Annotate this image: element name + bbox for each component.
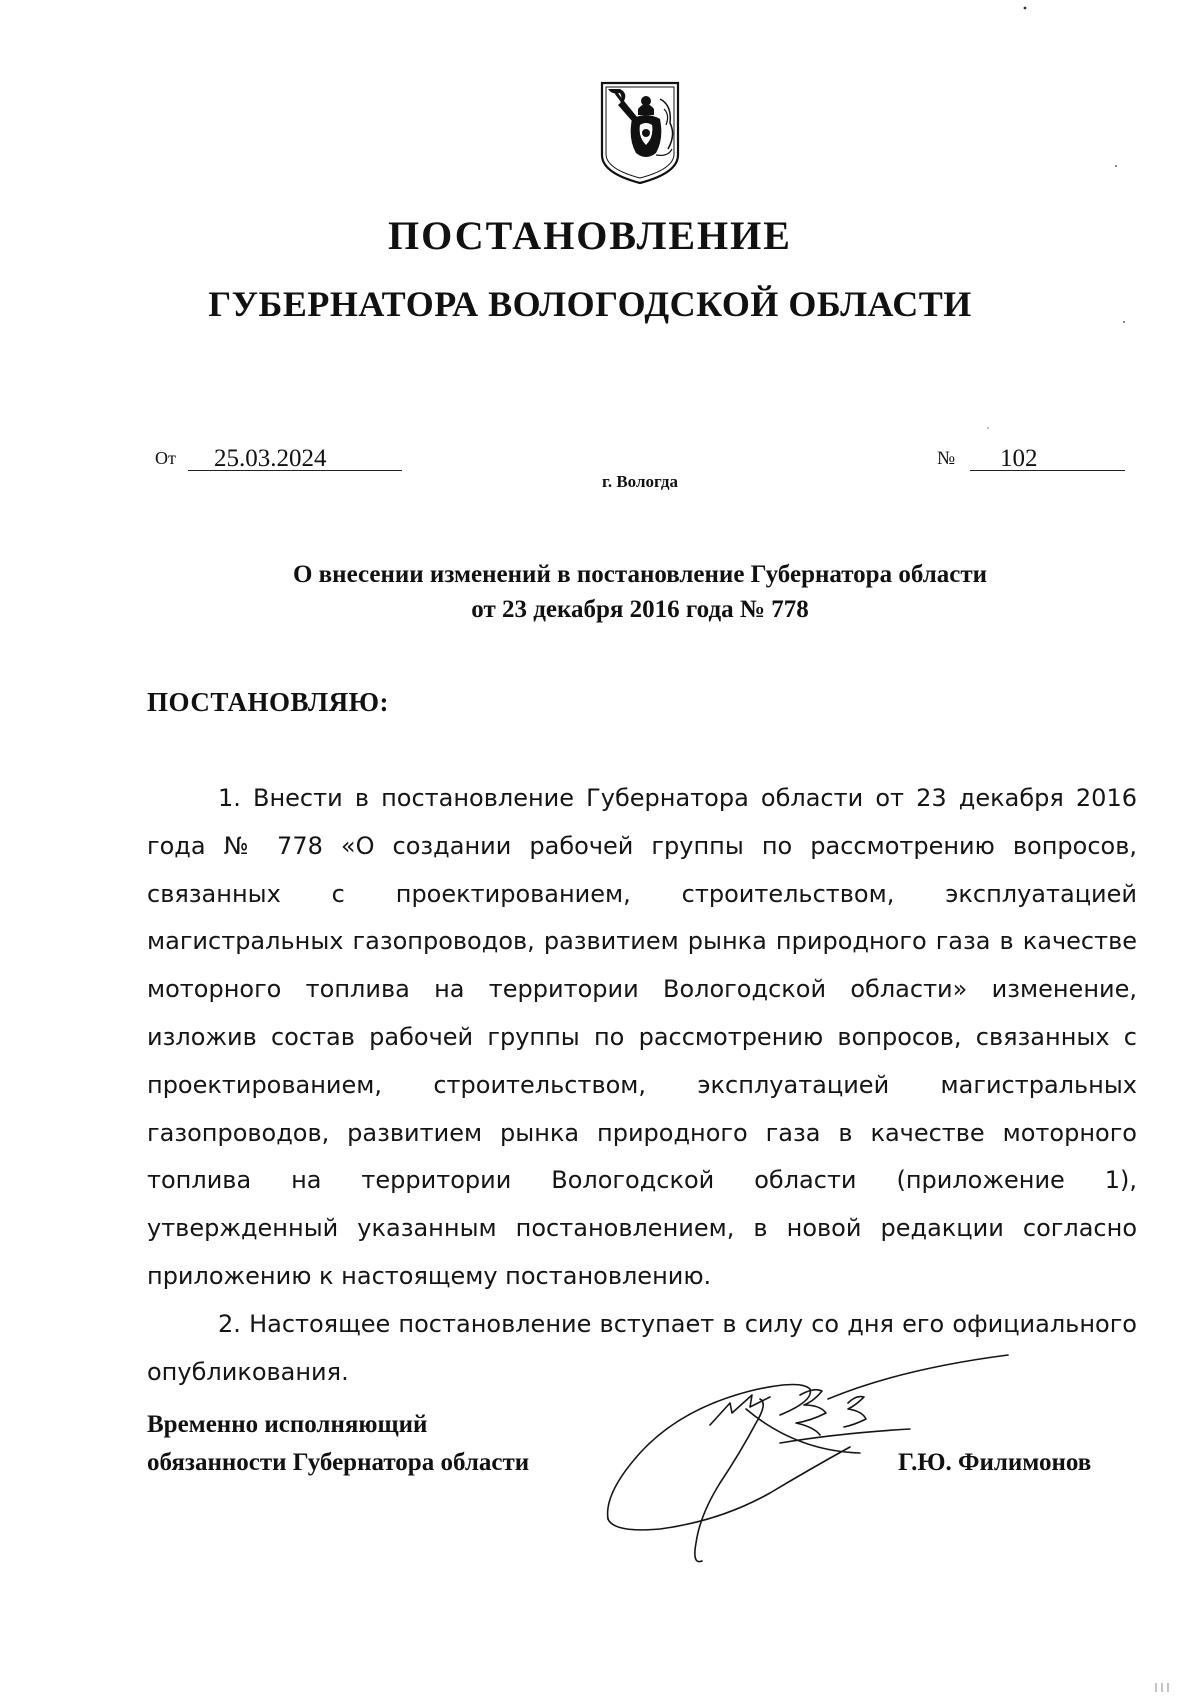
city: г. Вологда [602, 472, 678, 491]
date-value: 25.03.2024 [188, 448, 402, 471]
number-value: 102 [970, 448, 1125, 471]
document-body [147, 775, 1137, 1396]
signer-name: Г.Ю. Филимонов [898, 1449, 1092, 1476]
signer-position [147, 1406, 529, 1482]
signer-position-line-1: Временно исполняющий [147, 1411, 428, 1438]
signer-position-line-2: обязанности Губернатора области [147, 1449, 530, 1476]
subject-line-2: от 23 декабря 2016 года № 778 [471, 596, 809, 623]
paragraph-1: 1. Внести в постановление Губернатора области от 23 декабря 2016 года № 778 «О создании рабочей группы по рассмотрению вопросов, связанных с проектированием, строительством, эксплуатацией магистральных газопроводов, развитием рынка природного газа в качестве моторного топлива на территории Вологодской области» изменение, изложив состав рабочей группы по рассмотрению вопросов, связанных с проектированием, строительством, эксплуатацией магистральных газопроводов, развитием рынка природного газа в качестве моторного топлива на территории Вологодской области (приложение 1), утвержденный указанным постановлением, в новой редакции согласно приложению к настоящему постановлению. [147, 784, 1137, 1290]
document-subject [0, 557, 1200, 627]
decree-word: ПОСТАНОВЛЯЮ: [147, 687, 389, 717]
date-label: От [155, 448, 176, 468]
number-label: № [937, 448, 956, 469]
paragraph-2: 2. Настоящее постановление вступает в силу со дня его официального опубликования. [147, 1309, 1137, 1386]
document-subtitle: ГУБЕРНАТОРА ВОЛОГОДСКОЙ ОБЛАСТИ [208, 284, 972, 324]
subject-line-1: О внесении изменений в постановление Губернатора области [292, 561, 988, 588]
document-title: ПОСТАНОВЛЕНИЕ [388, 213, 792, 258]
coat-of-arms-icon [598, 79, 682, 187]
